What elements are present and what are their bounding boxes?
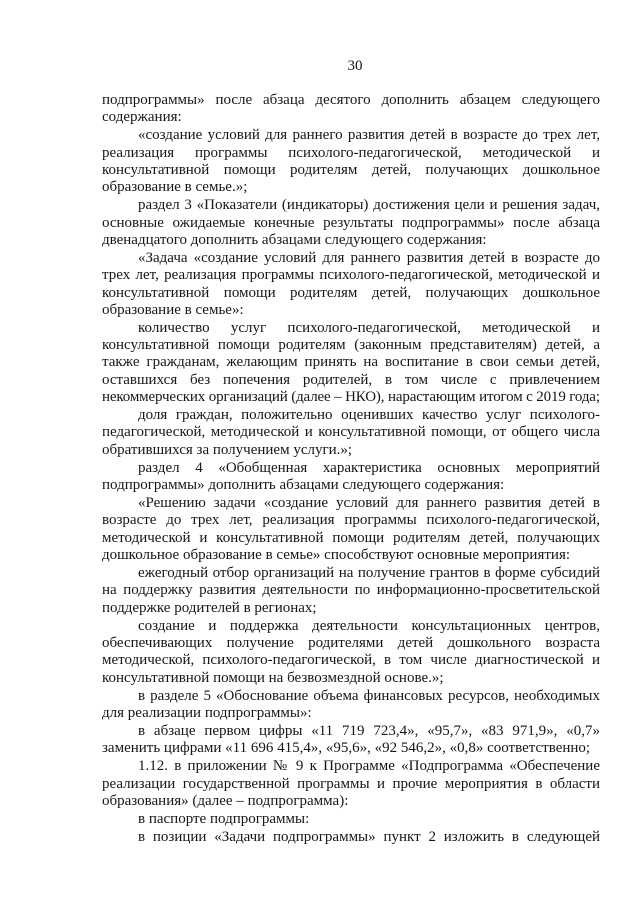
text-line: ежегодный отбор организаций на получение грантов в форме субсидий — [138, 565, 600, 582]
paragraph — [102, 723, 600, 758]
text-line: образования» (далее – подпрограмма): — [102, 792, 349, 809]
text-line: подпрограммы» дополнить абзацами следующего содержания: — [102, 477, 505, 494]
paragraph — [102, 811, 600, 828]
paragraph — [102, 320, 600, 406]
paragraph — [102, 495, 600, 564]
text-line: для реализации подпрограммы»: — [102, 704, 312, 721]
text-line: обеспечивающих получение родителями детей дошкольного возраста — [102, 634, 600, 651]
text-line: в разделе 5 «Обоснование объема финансовых ресурсов, необходимых — [138, 687, 600, 704]
text-line: трех лет, реализация программы психолого-педагогической, методической и — [102, 267, 600, 284]
text-line: также гражданам, желающим принять на воспитание в свои семьи детей, — [102, 354, 600, 371]
paragraph — [102, 565, 600, 617]
text-line: «Задача «создание условий для раннего развития детей в возрасте до — [138, 249, 600, 266]
text-line: педагогической, методической и консультативной помощи, от общего числа — [102, 424, 600, 441]
text-line: раздел 4 «Обобщенная характеристика основных мероприятий — [138, 459, 600, 476]
paragraph — [102, 618, 600, 687]
text-line: оставшихся без попечения родителей, в том числе с привлечением — [102, 371, 600, 388]
text-line: образование в семье»: — [102, 301, 244, 318]
text-line: дошкольное образование в семье» способствуют основные мероприятия: — [102, 546, 571, 563]
paragraph — [102, 127, 600, 196]
text-line: консультативной помощи на безвозмездной основе.»; — [102, 669, 444, 686]
text-line: методической и консультативной помощи родителям детей, получающих — [102, 529, 600, 546]
paragraph — [102, 688, 600, 723]
text-line: методической, психолого-педагогической, в том числе диагностической и — [102, 652, 600, 669]
text-line: в позиции «Задачи подпрограммы» пункт 2 изложить в следующей — [138, 828, 600, 845]
paragraph — [102, 758, 600, 810]
text-line: заменить цифрами «11 696 415,4», «95,6», «92 546,2», «0,8» соответственно; — [102, 740, 591, 757]
text-line: в паспорте подпрограммы: — [138, 810, 310, 827]
text-line: реализации государственной программы и прочие мероприятия в области — [102, 775, 600, 792]
text-line: содержания: — [102, 109, 182, 126]
paragraph — [102, 250, 600, 319]
text-line: возрасте до трех лет, реализация программы психолого-педагогической, — [102, 512, 600, 529]
text-line: «Решению задачи «создание условий для раннего развития детей в — [138, 495, 600, 512]
text-line: поддержке родителей в регионах; — [102, 599, 317, 616]
text-line: 1.12. в приложении № 9 к Программе «Подпрограмма «Обеспечение — [138, 758, 600, 775]
text-line: реализация программы психолого-педагогической, методической и — [102, 144, 600, 161]
text-line: двенадцатого дополнить абзацами следующего содержания: — [102, 231, 487, 248]
paragraph — [102, 407, 600, 459]
paragraph — [102, 829, 600, 846]
text-line: в абзаце первом цифры «11 719 723,4», «95,7», «83 971,9», «0,7» — [138, 722, 600, 739]
text-line: количество услуг психолого-педагогической, методической и — [138, 319, 600, 336]
paragraph — [102, 197, 600, 249]
paragraph — [102, 92, 600, 127]
text-line: подпрограммы» после абзаца десятого дополнить абзацем следующего — [102, 92, 600, 108]
text-line: некоммерческих организаций (далее – НКО), нарастающим итогом с 2019 года; — [102, 389, 600, 406]
text-line: консультативной помощи родителям (законным представителям) детей, а — [102, 337, 600, 354]
text-line: обратившихся за получением услуги.»; — [102, 441, 353, 458]
text-line: консультативной помощи родителям детей, получающих дошкольное — [102, 284, 600, 301]
page-number: 30 — [347, 58, 363, 74]
document-body — [102, 92, 600, 847]
text-line: основные ожидаемые конечные результаты подпрограммы» после абзаца — [102, 214, 600, 231]
text-line: «создание условий для раннего развития детей в возрасте до трех лет, — [138, 127, 600, 144]
text-line: создание и поддержка деятельности консультационных центров, — [138, 617, 600, 634]
text-line: на поддержку развития деятельности по информационно-просветительской — [102, 582, 600, 599]
paragraph — [102, 460, 600, 495]
text-line: раздел 3 «Показатели (индикаторы) достижения цели и решения задач, — [138, 197, 600, 214]
text-line: консультативной помощи родителям детей, получающих дошкольное — [102, 161, 600, 178]
text-line: образование в семье.»; — [102, 179, 248, 196]
text-line: доля граждан, положительно оценивших качество услуг психолого- — [138, 407, 600, 424]
